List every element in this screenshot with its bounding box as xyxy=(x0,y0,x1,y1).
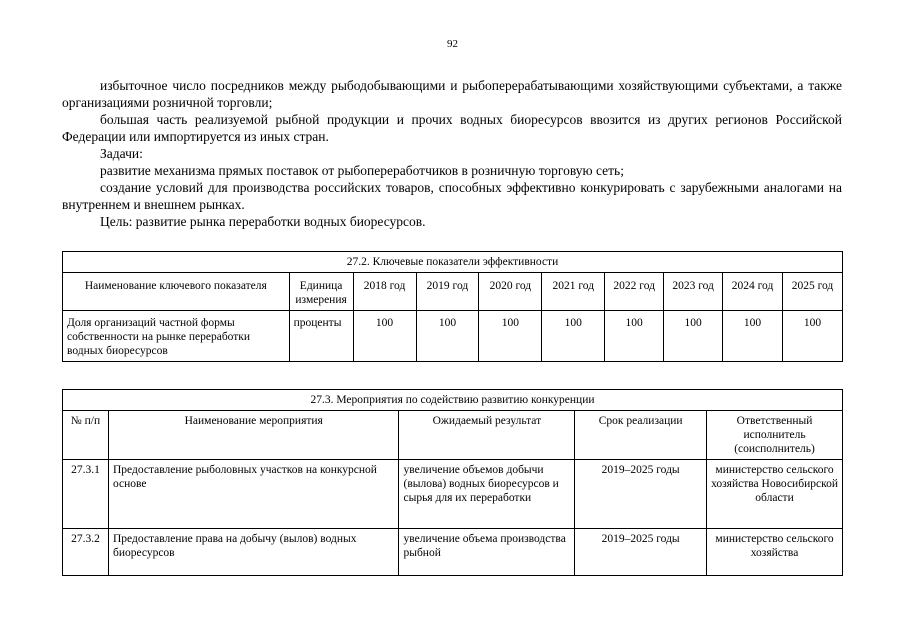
column-header: Наименование ключевого показателя xyxy=(63,273,290,311)
paragraph: избыточное число посредников между рыбодобывающими и рыбоперерабатывающими хозяйствующими субъектами, а также организациями розничной торговли; xyxy=(62,78,842,110)
table-cell: 2019–2025 годы xyxy=(575,529,707,576)
table-cell: увеличение объемов добычи (вылова) водных биоресурсов и сырья для их переработки xyxy=(399,460,575,529)
column-header: Наименование мероприятия xyxy=(108,411,399,460)
column-header: Ответственный исполнитель (соисполнитель) xyxy=(707,411,843,460)
table-row xyxy=(63,529,843,576)
table-cell: 100 xyxy=(782,311,842,362)
column-header: 2020 год xyxy=(479,273,542,311)
table-header-row xyxy=(63,273,843,311)
column-header: 2021 год xyxy=(542,273,605,311)
table-header-row xyxy=(63,411,843,460)
column-header: № п/п xyxy=(63,411,109,460)
table-cell: 100 xyxy=(542,311,605,362)
paragraph: создание условий для производства российских товаров, способных эффективно конкурировать с зарубежными аналогами на внутреннем и внешнем рынках. xyxy=(62,180,842,212)
table-cell: 100 xyxy=(479,311,542,362)
table-cell: 100 xyxy=(723,311,783,362)
column-header: Единица измерения xyxy=(289,273,353,311)
table-cell: Доля организаций частной формы собственности на рынке переработки водных биоресурсов xyxy=(63,311,290,362)
table-cell: 100 xyxy=(353,311,416,362)
table-cell: 27.3.1 xyxy=(63,460,109,529)
table-row xyxy=(63,460,843,529)
body-text xyxy=(62,77,842,230)
column-header: 2023 год xyxy=(664,273,723,311)
table-cell: проценты xyxy=(289,311,353,362)
table-cell: 100 xyxy=(605,311,664,362)
kpi-table xyxy=(62,251,843,362)
column-header: 2018 год xyxy=(353,273,416,311)
column-header: Ожидаемый результат xyxy=(399,411,575,460)
column-header: 2024 год xyxy=(723,273,783,311)
paragraph: Цель: развитие рынка переработки водных биоресурсов. xyxy=(100,214,426,229)
table-cell: 2019–2025 годы xyxy=(575,460,707,529)
table-cell: 27.3.2 xyxy=(63,529,109,576)
table-cell: 100 xyxy=(664,311,723,362)
table-cell: увеличение объема производства рыбной xyxy=(399,529,575,576)
paragraph: большая часть реализуемой рыбной продукции и прочих водных биоресурсов ввозится из других регионов Российской Федерации или импортируется из иных стран. xyxy=(62,112,842,144)
table-cell: Предоставление рыболовных участков на конкурсной основе xyxy=(108,460,399,529)
table-cell: Предоставление права на добычу (вылов) водных биоресурсов xyxy=(108,529,399,576)
paragraph: Задачи: xyxy=(100,146,143,161)
page-number: 92 xyxy=(447,38,458,50)
competition-table-title: 27.3. Мероприятия по содействию развитию конкуренции xyxy=(63,390,843,411)
column-header: 2025 год xyxy=(782,273,842,311)
table-cell: 100 xyxy=(416,311,479,362)
column-header: 2019 год xyxy=(416,273,479,311)
table-row xyxy=(63,311,843,362)
column-header: 2022 год xyxy=(605,273,664,311)
table-cell: министерство сельского хозяйства Новосибирской области xyxy=(707,460,843,529)
table-cell: министерство сельского хозяйства xyxy=(707,529,843,576)
column-header: Срок реализации xyxy=(575,411,707,460)
competition-table xyxy=(62,389,843,576)
paragraph: развитие механизма прямых поставок от рыбопереработчиков в розничную торговую сеть; xyxy=(100,163,624,178)
kpi-table-title: 27.2. Ключевые показатели эффективности xyxy=(63,252,843,273)
